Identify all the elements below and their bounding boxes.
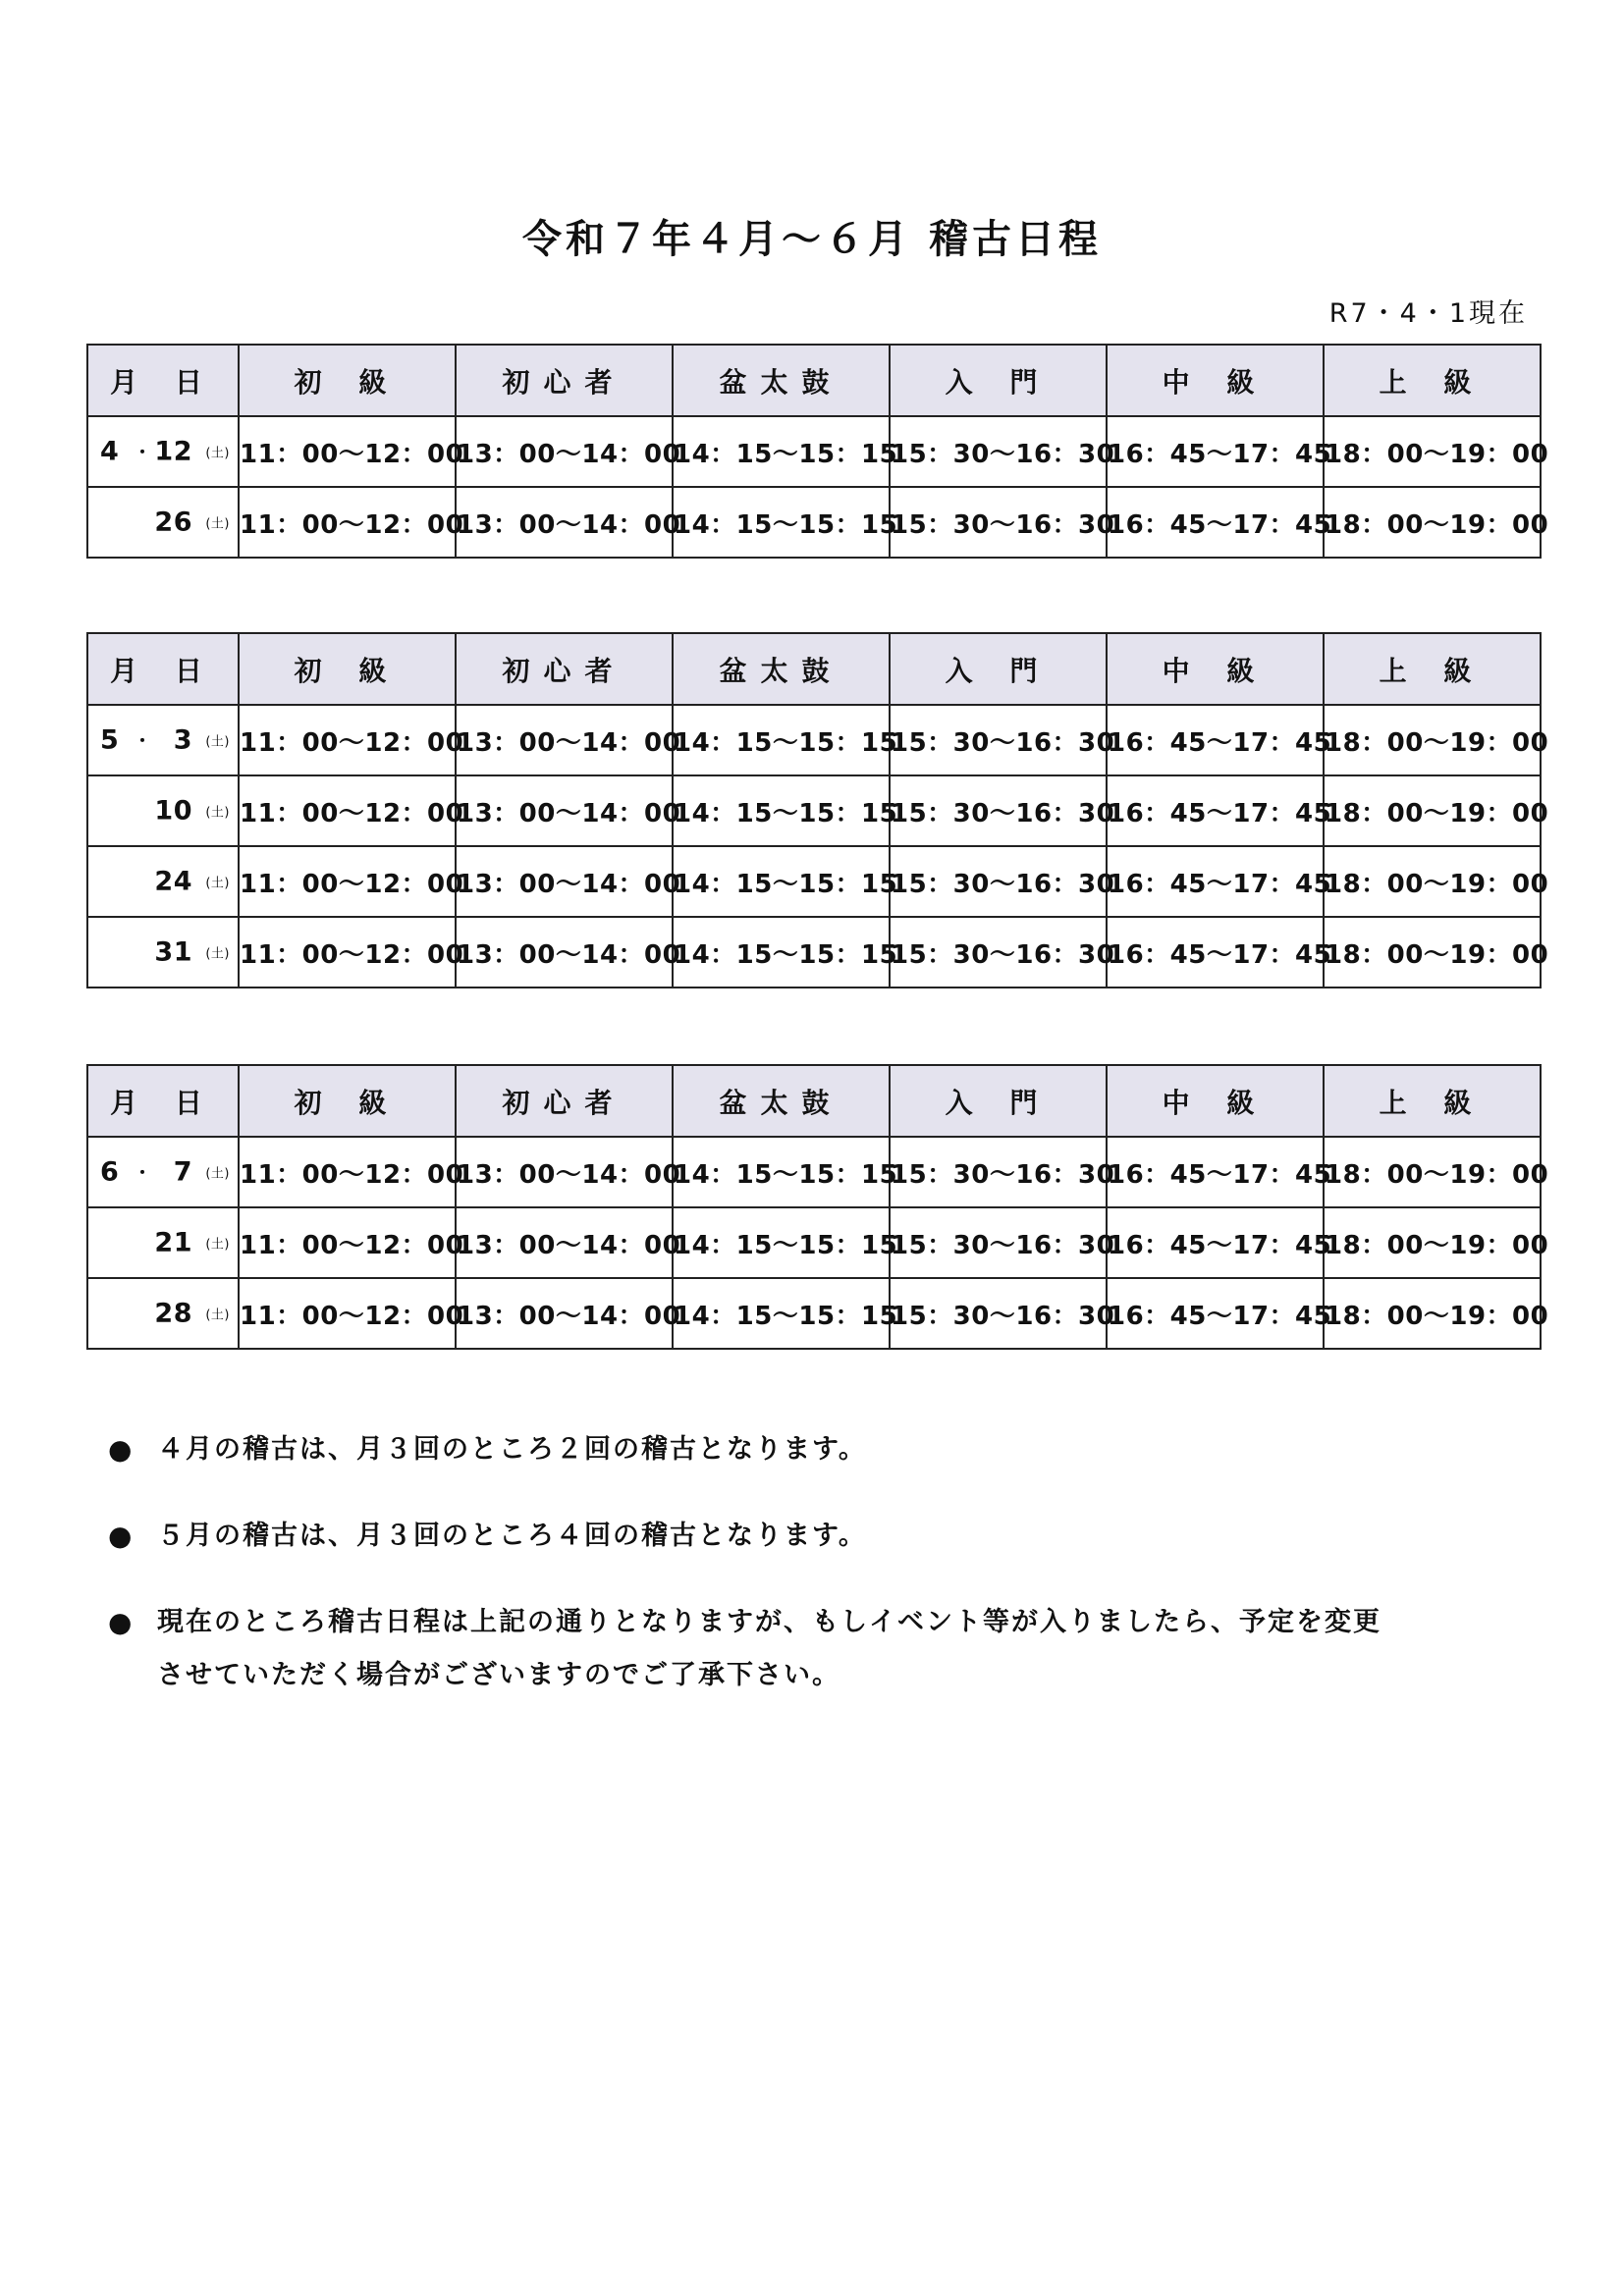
notes-list bbox=[108, 1423, 1542, 1735]
time-slot-cell: 13：00～14：00 bbox=[456, 917, 673, 988]
table-row bbox=[87, 705, 1541, 775]
time-slot-cell: 15：30～16：30 bbox=[890, 416, 1107, 487]
weekday-label: (土) bbox=[205, 946, 230, 962]
header-bon-daiko: 盆太鼓 bbox=[673, 1065, 890, 1137]
time-slot-cell: 18：00～19：00 bbox=[1324, 917, 1541, 988]
time-slot-cell: 14：15～15：15 bbox=[673, 1137, 890, 1207]
time-slot-cell: 16：45～17：45 bbox=[1107, 416, 1324, 487]
note-item bbox=[108, 1423, 1542, 1476]
time-slot-cell: 14：15～15：15 bbox=[673, 416, 890, 487]
time-slot-cell: 11：00～12：00 bbox=[239, 705, 456, 775]
weekday-label: (土) bbox=[205, 805, 230, 821]
time-slot-cell: 11：00～12：00 bbox=[239, 1278, 456, 1349]
note-text: ４月の稽古は、月３回のところ２回の稽古となります。 bbox=[157, 1434, 867, 1465]
bullet-icon: ● bbox=[108, 1606, 135, 1638]
bullet-icon: ● bbox=[108, 1520, 135, 1552]
table-row bbox=[87, 1278, 1541, 1349]
table-row bbox=[87, 487, 1541, 558]
time-slot-cell: 13：00～14：00 bbox=[456, 775, 673, 846]
date-cell bbox=[87, 1207, 239, 1278]
weekday-label: (土) bbox=[205, 1308, 230, 1323]
date-cell bbox=[87, 846, 239, 917]
header-date: 月 日 bbox=[87, 345, 239, 416]
table-row bbox=[87, 416, 1541, 487]
table-row bbox=[87, 1207, 1541, 1278]
time-slot-cell: 16：45～17：45 bbox=[1107, 1137, 1324, 1207]
day-label: 10 bbox=[154, 795, 192, 827]
weekday-label: (土) bbox=[205, 446, 230, 461]
time-slot-cell: 16：45～17：45 bbox=[1107, 487, 1324, 558]
date-cell bbox=[87, 705, 239, 775]
schedule-table-june bbox=[86, 1064, 1549, 1350]
date-cell bbox=[87, 1137, 239, 1207]
time-slot-cell: 13：00～14：00 bbox=[456, 846, 673, 917]
time-slot-cell: 16：45～17：45 bbox=[1107, 705, 1324, 775]
table-row bbox=[87, 846, 1541, 917]
day-label: 12 bbox=[154, 436, 192, 467]
time-slot-cell: 14：15～15：15 bbox=[673, 487, 890, 558]
date-separator: ・ bbox=[134, 731, 152, 752]
day-label: 26 bbox=[154, 507, 192, 538]
header-intermediate: 中 級 bbox=[1107, 633, 1324, 705]
time-slot-cell: 16：45～17：45 bbox=[1107, 846, 1324, 917]
time-slot-cell: 14：15～15：15 bbox=[673, 705, 890, 775]
date-cell bbox=[87, 487, 239, 558]
note-item bbox=[108, 1510, 1542, 1563]
time-slot-cell: 18：00～19：00 bbox=[1324, 1137, 1541, 1207]
header-novice: 初心者 bbox=[456, 1065, 673, 1137]
note-text: 現在のところ稽古日程は上記の通りとなりますが、もしイベント等が入りましたら、予定を変更 bbox=[157, 1607, 1381, 1637]
weekday-label: (土) bbox=[205, 734, 230, 750]
month-label: 6 bbox=[100, 1156, 120, 1188]
schedule-table-may bbox=[86, 632, 1549, 988]
header-date: 月 日 bbox=[87, 633, 239, 705]
day-label: 28 bbox=[154, 1298, 192, 1329]
weekday-label: (土) bbox=[205, 516, 230, 532]
weekday-label: (土) bbox=[205, 1237, 230, 1253]
day-label: 21 bbox=[154, 1227, 192, 1258]
time-slot-cell: 18：00～19：00 bbox=[1324, 1207, 1541, 1278]
time-slot-cell: 14：15～15：15 bbox=[673, 1207, 890, 1278]
time-slot-cell: 15：30～16：30 bbox=[890, 705, 1107, 775]
day-label: 24 bbox=[154, 866, 192, 897]
schedule-table-april bbox=[86, 344, 1549, 559]
time-slot-cell: 18：00～19：00 bbox=[1324, 487, 1541, 558]
time-slot-cell: 11：00～12：00 bbox=[239, 1137, 456, 1207]
time-slot-cell: 15：30～16：30 bbox=[890, 487, 1107, 558]
time-slot-cell: 14：15～15：15 bbox=[673, 846, 890, 917]
header-intermediate: 中 級 bbox=[1107, 345, 1324, 416]
table-row bbox=[87, 1137, 1541, 1207]
time-slot-cell: 11：00～12：00 bbox=[239, 775, 456, 846]
time-slot-cell: 11：00～12：00 bbox=[239, 917, 456, 988]
time-slot-cell: 11：00～12：00 bbox=[239, 487, 456, 558]
header-intro: 入 門 bbox=[890, 1065, 1107, 1137]
header-bon-daiko: 盆太鼓 bbox=[673, 633, 890, 705]
header-novice: 初心者 bbox=[456, 633, 673, 705]
time-slot-cell: 13：00～14：00 bbox=[456, 705, 673, 775]
date-cell bbox=[87, 1278, 239, 1349]
time-slot-cell: 18：00～19：00 bbox=[1324, 1278, 1541, 1349]
header-bon-daiko: 盆太鼓 bbox=[673, 345, 890, 416]
time-slot-cell: 18：00～19：00 bbox=[1324, 416, 1541, 487]
time-slot-cell: 14：15～15：15 bbox=[673, 775, 890, 846]
header-beginner: 初 級 bbox=[239, 633, 456, 705]
time-slot-cell: 15：30～16：30 bbox=[890, 775, 1107, 846]
month-label: 5 bbox=[100, 724, 120, 756]
time-slot-cell: 11：00～12：00 bbox=[239, 1207, 456, 1278]
header-row bbox=[87, 1065, 1541, 1137]
time-slot-cell: 13：00～14：00 bbox=[456, 1137, 673, 1207]
table-row bbox=[87, 917, 1541, 988]
time-slot-cell: 15：30～16：30 bbox=[890, 1278, 1107, 1349]
day-label: 31 bbox=[154, 936, 192, 968]
header-advanced: 上 級 bbox=[1324, 345, 1541, 416]
time-slot-cell: 15：30～16：30 bbox=[890, 1137, 1107, 1207]
date-cell bbox=[87, 416, 239, 487]
header-beginner: 初 級 bbox=[239, 1065, 456, 1137]
time-slot-cell: 13：00～14：00 bbox=[456, 1278, 673, 1349]
date-cell bbox=[87, 917, 239, 988]
day-label: 3 bbox=[173, 724, 192, 756]
time-slot-cell: 13：00～14：00 bbox=[456, 487, 673, 558]
weekday-label: (土) bbox=[205, 876, 230, 891]
time-slot-cell: 18：00～19：00 bbox=[1324, 846, 1541, 917]
time-slot-cell: 13：00～14：00 bbox=[456, 416, 673, 487]
time-slot-cell: 16：45～17：45 bbox=[1107, 1207, 1324, 1278]
header-intro: 入 門 bbox=[890, 345, 1107, 416]
header-row bbox=[87, 633, 1541, 705]
header-novice: 初心者 bbox=[456, 345, 673, 416]
time-slot-cell: 14：15～15：15 bbox=[673, 1278, 890, 1349]
time-slot-cell: 16：45～17：45 bbox=[1107, 775, 1324, 846]
header-row bbox=[87, 345, 1541, 416]
month-label: 4 bbox=[100, 436, 120, 467]
header-beginner: 初 級 bbox=[239, 345, 456, 416]
note-text: させていただく場合がございますのでご了承下さい。 bbox=[157, 1660, 840, 1690]
weekday-label: (土) bbox=[205, 1166, 230, 1182]
date-cell bbox=[87, 775, 239, 846]
note-text: ５月の稽古は、月３回のところ４回の稽古となります。 bbox=[157, 1521, 867, 1551]
time-slot-cell: 18：00～19：00 bbox=[1324, 775, 1541, 846]
header-intro: 入 門 bbox=[890, 633, 1107, 705]
time-slot-cell: 14：15～15：15 bbox=[673, 917, 890, 988]
time-slot-cell: 11：00～12：00 bbox=[239, 846, 456, 917]
time-slot-cell: 15：30～16：30 bbox=[890, 1207, 1107, 1278]
note-item bbox=[108, 1596, 1542, 1702]
bullet-icon: ● bbox=[108, 1433, 135, 1466]
header-intermediate: 中 級 bbox=[1107, 1065, 1324, 1137]
date-separator: ・ bbox=[134, 1163, 152, 1184]
day-label: 7 bbox=[173, 1156, 192, 1188]
page-title: 令和７年４月～６月 稽古日程 bbox=[522, 217, 1102, 262]
as-of-date: R7・4・1現在 bbox=[1328, 298, 1528, 329]
time-slot-cell: 18：00～19：00 bbox=[1324, 705, 1541, 775]
header-advanced: 上 級 bbox=[1324, 633, 1541, 705]
time-slot-cell: 15：30～16：30 bbox=[890, 917, 1107, 988]
table-row bbox=[87, 775, 1541, 846]
date-separator: ・ bbox=[134, 443, 152, 463]
time-slot-cell: 13：00～14：00 bbox=[456, 1207, 673, 1278]
time-slot-cell: 11：00～12：00 bbox=[239, 416, 456, 487]
header-advanced: 上 級 bbox=[1324, 1065, 1541, 1137]
time-slot-cell: 15：30～16：30 bbox=[890, 846, 1107, 917]
time-slot-cell: 16：45～17：45 bbox=[1107, 917, 1324, 988]
time-slot-cell: 16：45～17：45 bbox=[1107, 1278, 1324, 1349]
header-date: 月 日 bbox=[87, 1065, 239, 1137]
